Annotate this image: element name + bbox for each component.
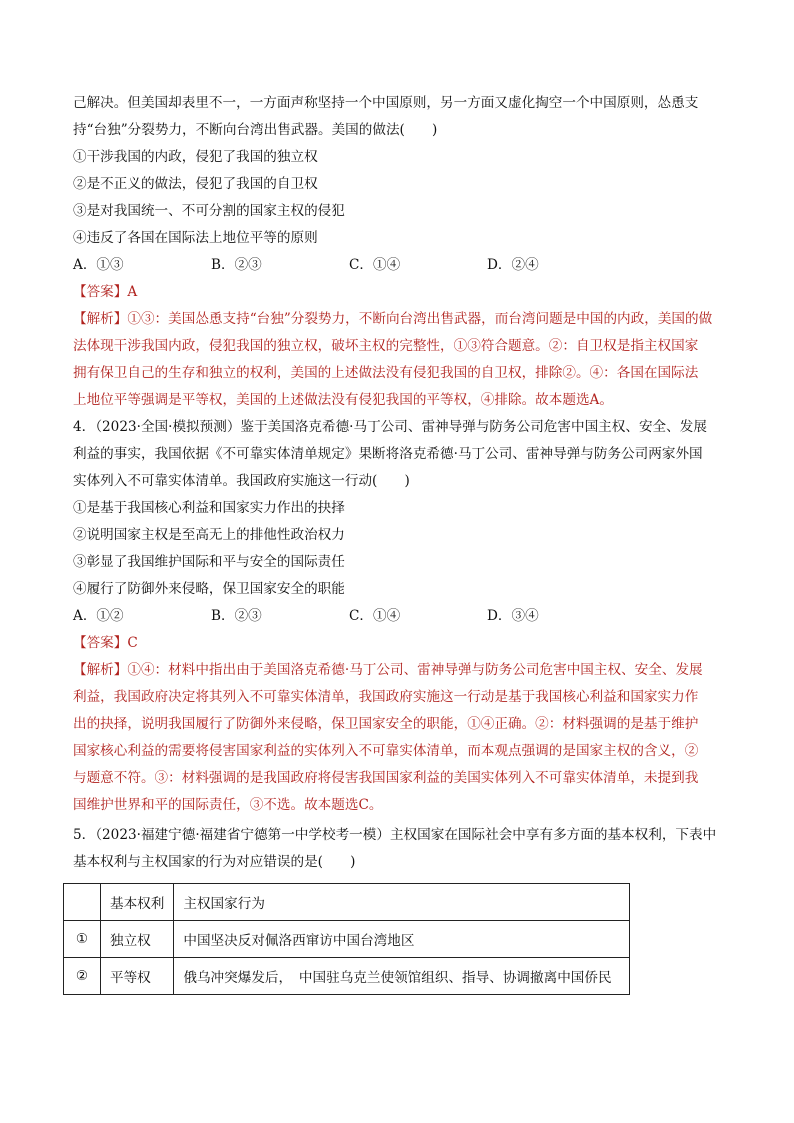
table-cell: 独立权	[101, 921, 174, 958]
option-a: A．①②	[73, 608, 124, 624]
analysis-line: 法体现干涉我国内政，侵犯我国的独立权，破坏主权的完整性，①③符合题意。②：自卫权是指主权国家	[73, 338, 699, 354]
table-cell: 中国坚决反对佩洛西窜访中国台湾地区	[174, 921, 630, 958]
question-5	[73, 822, 723, 876]
statement-2: ②说明国家主权是至高无上的排他性政治权力	[73, 527, 345, 543]
option-d: D．③④	[487, 608, 539, 624]
options-row	[73, 603, 723, 630]
options-row	[73, 252, 723, 279]
analysis-line: 上地位平等强调是平等权，美国的上述做法没有侵犯我国的平等权，④排除。故本题选A。	[73, 392, 613, 408]
table-row	[64, 958, 630, 995]
statement-4: ④违反了各国在国际法上地位平等的原则	[73, 230, 318, 246]
question-stem-line: 实体列入不可靠实体清单。我国政府实施这一行动( )	[73, 473, 410, 489]
option-b: B．②③	[211, 257, 262, 273]
answer-label: 【答案】A	[73, 284, 138, 300]
analysis-line: 【解析】①④：材料中指出由于美国洛克希德·马丁公司、雷神导弹与防务公司危害中国主权、安全、发展	[73, 662, 703, 678]
answer-label: 【答案】C	[73, 635, 138, 651]
table-header-cell: 基本权利	[101, 884, 174, 921]
question-4	[73, 414, 723, 819]
analysis-line: 利益，我国政府决定将其列入不可靠实体清单，我国政府实施这一行动是基于我国核心利益和国家实力作	[73, 689, 699, 705]
table-cell: ②	[64, 958, 101, 995]
option-c: C．①④	[349, 608, 401, 624]
table-cell: 俄乌冲突爆发后， 中国驻乌克兰使领馆组织、指导、协调撤离中国侨民	[174, 958, 630, 995]
table-cell: 平等权	[101, 958, 174, 995]
analysis-line: 【解析】①③：美国怂恿支持“台独”分裂势力，不断向台湾出售武器，而台湾问题是中国的内政，美国的做	[73, 311, 713, 327]
question-stem-line: 基本权利与主权国家的行为对应错误的是( )	[73, 854, 356, 870]
statement-2: ②是不正义的做法，侵犯了我国的自卫权	[73, 176, 318, 192]
table-cell: ①	[64, 921, 101, 958]
analysis-line: 出的抉择，说明我国履行了防御外来侵略，保卫国家安全的职能，①④正确。②：材料强调的是基于维护	[73, 716, 699, 732]
rights-table	[63, 883, 630, 995]
question-stem-line: 4．（2023·全国·模拟预测）鉴于美国洛克希德·马丁公司、雷神导弹与防务公司危害中国主权、安全、发展	[73, 419, 707, 435]
question-stem-line: 利益的事实，我国依据《不可靠实体清单规定》果断将洛克希德·马丁公司、雷神导弹与防务公司两家外国	[73, 446, 703, 462]
statement-4: ④履行了防御外来侵略，保卫国家安全的职能	[73, 581, 345, 597]
analysis-line: 国维护世界和平的国际责任，③不选。故本题选C。	[73, 797, 383, 813]
option-d: D．②④	[487, 257, 539, 273]
question-3-tail	[73, 90, 723, 414]
question-stem-line: 持“台独”分裂势力，不断向台湾出售武器。美国的做法( )	[73, 122, 438, 138]
statement-3: ③彰显了我国维护国际和平与安全的国际责任	[73, 554, 345, 570]
table-header-row	[64, 884, 630, 921]
analysis-line: 国家核心利益的需要将侵害国家利益的实体列入不可靠实体清单，而本观点强调的是国家主权的含义，②	[73, 743, 699, 759]
analysis-line: 拥有保卫自己的生存和独立的权利，美国的上述做法没有侵犯我国的自卫权，排除②。④：各国在国际法	[73, 365, 699, 381]
statement-3: ③是对我国统一、不可分割的国家主权的侵犯	[73, 203, 345, 219]
option-b: B．②③	[211, 608, 262, 624]
table-cell	[64, 884, 101, 921]
option-a: A．①③	[73, 257, 124, 273]
option-c: C．①④	[349, 257, 401, 273]
statement-1: ①干涉我国的内政，侵犯了我国的独立权	[73, 149, 318, 165]
table-row	[64, 921, 630, 958]
question-stem-line: 己解决。但美国却表里不一，一方面声称坚持一个中国原则，另一方面又虚化掏空一个中国原则，怂恿支	[73, 95, 699, 111]
table-header-cell: 主权国家行为	[174, 884, 630, 921]
analysis-line: 与题意不符。③：材料强调的是我国政府将侵害我国国家利益的美国实体列入不可靠实体清单，未提到我	[73, 770, 699, 786]
statement-1: ①是基于我国核心利益和国家实力作出的抉择	[73, 500, 345, 516]
question-stem-line: 5．（2023·福建宁德·福建省宁德第一中学校考一模）主权国家在国际社会中享有多方面的基本权利，下表中	[73, 827, 717, 843]
